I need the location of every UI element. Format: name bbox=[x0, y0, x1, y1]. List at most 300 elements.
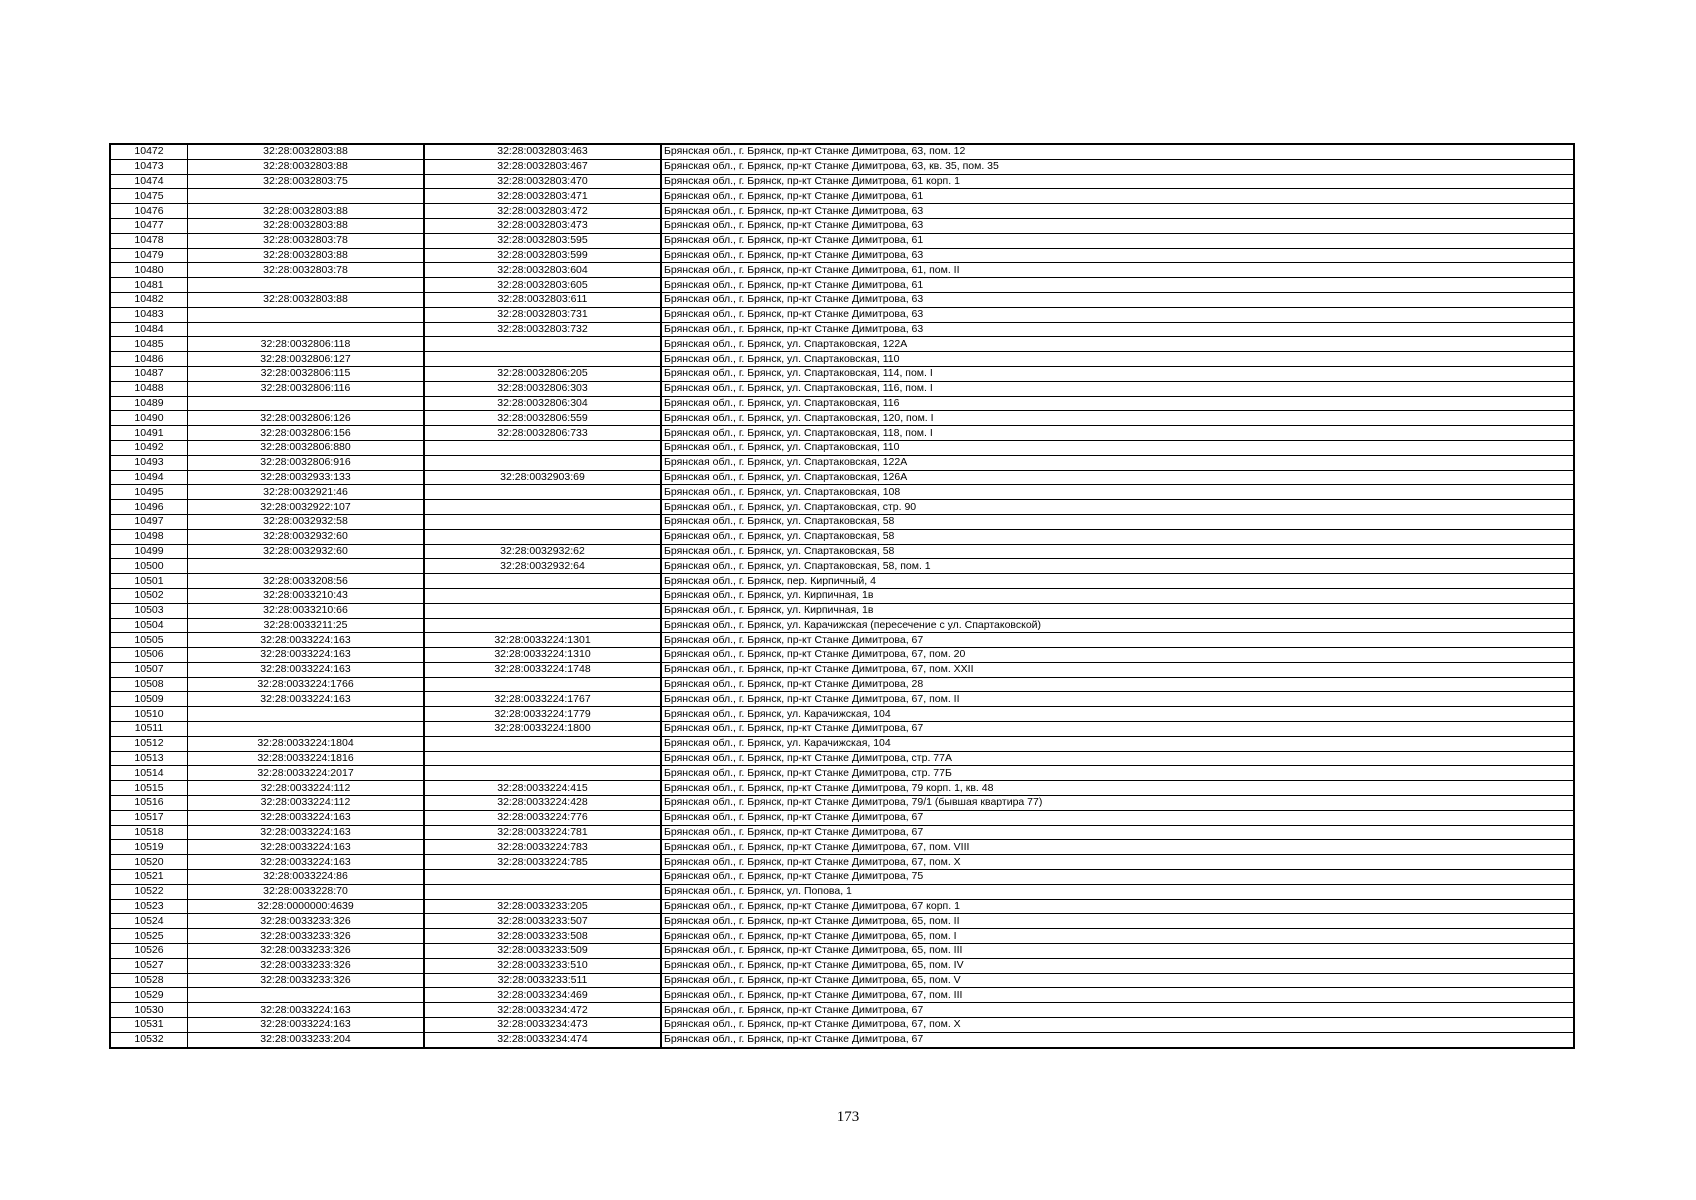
row-number-cell: 10504 bbox=[110, 618, 188, 633]
address-cell: Брянская обл., г. Брянск, ул. Кирпичная, 1в bbox=[661, 603, 1574, 618]
object-cadastral-cell: 32:28:0032803:611 bbox=[424, 292, 661, 307]
table-row bbox=[110, 662, 1574, 677]
object-cadastral-cell: 32:28:0033233:510 bbox=[424, 958, 661, 973]
row-number-cell: 10506 bbox=[110, 648, 188, 663]
row-number-cell: 10531 bbox=[110, 1018, 188, 1033]
table-row bbox=[110, 381, 1574, 396]
table-row bbox=[110, 618, 1574, 633]
table-row bbox=[110, 337, 1574, 352]
address-cell: Брянская обл., г. Брянск, пр-кт Станке Димитрова, 61 bbox=[661, 233, 1574, 248]
table-row bbox=[110, 855, 1574, 870]
parcel-cadastral-cell: 32:28:0032921:46 bbox=[188, 485, 425, 500]
object-cadastral-cell: 32:28:0033233:511 bbox=[424, 973, 661, 988]
address-cell: Брянская обл., г. Брянск, пр-кт Станке Димитрова, 61, пом. II bbox=[661, 263, 1574, 278]
table-row bbox=[110, 1003, 1574, 1018]
parcel-cadastral-cell: 32:28:0032933:133 bbox=[188, 470, 425, 485]
object-cadastral-cell: 32:28:0032932:62 bbox=[424, 544, 661, 559]
address-cell: Брянская обл., г. Брянск, ул. Карачижская, 104 bbox=[661, 707, 1574, 722]
object-cadastral-cell: 32:28:0033224:785 bbox=[424, 855, 661, 870]
row-number-cell: 10519 bbox=[110, 840, 188, 855]
table-row bbox=[110, 899, 1574, 914]
object-cadastral-cell: 32:28:0033224:1748 bbox=[424, 662, 661, 677]
row-number-cell: 10473 bbox=[110, 159, 188, 174]
object-cadastral-cell bbox=[424, 574, 661, 589]
row-number-cell: 10522 bbox=[110, 884, 188, 899]
object-cadastral-cell bbox=[424, 485, 661, 500]
parcel-cadastral-cell: 32:28:0032803:88 bbox=[188, 218, 425, 233]
table-row bbox=[110, 781, 1574, 796]
parcel-cadastral-cell: 32:28:0033224:112 bbox=[188, 781, 425, 796]
table-row bbox=[110, 603, 1574, 618]
table-row bbox=[110, 352, 1574, 367]
row-number-cell: 10521 bbox=[110, 870, 188, 885]
object-cadastral-cell bbox=[424, 603, 661, 618]
parcel-cadastral-cell: 32:28:0033233:326 bbox=[188, 973, 425, 988]
row-number-cell: 10475 bbox=[110, 189, 188, 204]
parcel-cadastral-cell: 32:28:0033224:1766 bbox=[188, 677, 425, 692]
object-cadastral-cell: 32:28:0032803:472 bbox=[424, 204, 661, 219]
object-cadastral-cell bbox=[424, 455, 661, 470]
address-cell: Брянская обл., г. Брянск, ул. Спартаковская, 116 bbox=[661, 396, 1574, 411]
row-number-cell: 10481 bbox=[110, 278, 188, 293]
address-cell: Брянская обл., г. Брянск, пр-кт Станке Димитрова, 63 bbox=[661, 248, 1574, 263]
address-cell: Брянская обл., г. Брянск, пр-кт Станке Димитрова, 67 bbox=[661, 1032, 1574, 1047]
object-cadastral-cell: 32:28:0032806:559 bbox=[424, 411, 661, 426]
address-cell: Брянская обл., г. Брянск, ул. Кирпичная, 1в bbox=[661, 588, 1574, 603]
parcel-cadastral-cell bbox=[188, 988, 425, 1003]
address-cell: Брянская обл., г. Брянск, ул. Спартаковская, стр. 90 bbox=[661, 500, 1574, 515]
table-row bbox=[110, 322, 1574, 337]
object-cadastral-cell: 32:28:0033234:469 bbox=[424, 988, 661, 1003]
object-cadastral-cell: 32:28:0032803:471 bbox=[424, 189, 661, 204]
address-cell: Брянская обл., г. Брянск, ул. Спартаковская, 58, пом. 1 bbox=[661, 559, 1574, 574]
row-number-cell: 10498 bbox=[110, 529, 188, 544]
table-row bbox=[110, 485, 1574, 500]
table-row bbox=[110, 248, 1574, 263]
parcel-cadastral-cell: 32:28:0033210:43 bbox=[188, 588, 425, 603]
parcel-cadastral-cell: 32:28:0032803:88 bbox=[188, 248, 425, 263]
address-cell: Брянская обл., г. Брянск, пр-кт Станке Димитрова, стр. 77Б bbox=[661, 766, 1574, 781]
address-cell: Брянская обл., г. Брянск, ул. Спартаковская, 108 bbox=[661, 485, 1574, 500]
table-row bbox=[110, 840, 1574, 855]
parcel-cadastral-cell: 32:28:0033224:163 bbox=[188, 840, 425, 855]
row-number-cell: 10511 bbox=[110, 722, 188, 737]
object-cadastral-cell: 32:28:0033233:509 bbox=[424, 944, 661, 959]
parcel-cadastral-cell: 32:28:0033233:326 bbox=[188, 944, 425, 959]
object-cadastral-cell: 32:28:0032803:599 bbox=[424, 248, 661, 263]
object-cadastral-cell: 32:28:0032806:304 bbox=[424, 396, 661, 411]
table-row bbox=[110, 559, 1574, 574]
object-cadastral-cell: 32:28:0033224:415 bbox=[424, 781, 661, 796]
row-number-cell: 10528 bbox=[110, 973, 188, 988]
row-number-cell: 10485 bbox=[110, 337, 188, 352]
object-cadastral-cell bbox=[424, 500, 661, 515]
address-cell: Брянская обл., г. Брянск, пр-кт Станке Димитрова, 67 bbox=[661, 633, 1574, 648]
table-row bbox=[110, 470, 1574, 485]
row-number-cell: 10479 bbox=[110, 248, 188, 263]
data-table bbox=[109, 143, 1575, 1049]
object-cadastral-cell: 32:28:0033233:508 bbox=[424, 929, 661, 944]
table-row bbox=[110, 440, 1574, 455]
parcel-cadastral-cell: 32:28:0033224:163 bbox=[188, 825, 425, 840]
object-cadastral-cell: 32:28:0032806:733 bbox=[424, 426, 661, 441]
object-cadastral-cell: 32:28:0032803:732 bbox=[424, 322, 661, 337]
object-cadastral-cell bbox=[424, 618, 661, 633]
address-cell: Брянская обл., г. Брянск, ул. Карачижская, 104 bbox=[661, 736, 1574, 751]
table-row bbox=[110, 722, 1574, 737]
parcel-cadastral-cell: 32:28:0033233:326 bbox=[188, 929, 425, 944]
row-number-cell: 10513 bbox=[110, 751, 188, 766]
address-cell: Брянская обл., г. Брянск, пр-кт Станке Димитрова, 63 bbox=[661, 322, 1574, 337]
address-cell: Брянская обл., г. Брянск, пр-кт Станке Димитрова, 67, пом. X bbox=[661, 855, 1574, 870]
parcel-cadastral-cell: 32:28:0032806:156 bbox=[188, 426, 425, 441]
parcel-cadastral-cell: 32:28:0032932:58 bbox=[188, 514, 425, 529]
row-number-cell: 10474 bbox=[110, 174, 188, 189]
table-row bbox=[110, 218, 1574, 233]
address-cell: Брянская обл., г. Брянск, пр-кт Станке Димитрова, 79/1 (бывшая квартира 77) bbox=[661, 796, 1574, 811]
row-number-cell: 10532 bbox=[110, 1032, 188, 1047]
object-cadastral-cell: 32:28:0033224:1301 bbox=[424, 633, 661, 648]
table-row bbox=[110, 677, 1574, 692]
address-cell: Брянская обл., г. Брянск, пр-кт Станке Димитрова, 63, пом. 12 bbox=[661, 144, 1574, 159]
row-number-cell: 10483 bbox=[110, 307, 188, 322]
parcel-cadastral-cell: 32:28:0032803:78 bbox=[188, 263, 425, 278]
parcel-cadastral-cell: 32:28:0033228:70 bbox=[188, 884, 425, 899]
parcel-cadastral-cell: 32:28:0032806:126 bbox=[188, 411, 425, 426]
address-cell: Брянская обл., г. Брянск, пр-кт Станке Димитрова, 61 bbox=[661, 189, 1574, 204]
address-cell: Брянская обл., г. Брянск, пр-кт Станке Димитрова, 67 bbox=[661, 722, 1574, 737]
table-row bbox=[110, 411, 1574, 426]
object-cadastral-cell bbox=[424, 337, 661, 352]
table-body bbox=[110, 144, 1574, 1048]
object-cadastral-cell: 32:28:0033224:1310 bbox=[424, 648, 661, 663]
row-number-cell: 10491 bbox=[110, 426, 188, 441]
table-row bbox=[110, 796, 1574, 811]
parcel-cadastral-cell: 32:28:0033224:163 bbox=[188, 855, 425, 870]
parcel-cadastral-cell bbox=[188, 396, 425, 411]
row-number-cell: 10492 bbox=[110, 440, 188, 455]
row-number-cell: 10527 bbox=[110, 958, 188, 973]
object-cadastral-cell bbox=[424, 677, 661, 692]
address-cell: Брянская обл., г. Брянск, пр-кт Станке Димитрова, 67, пом. III bbox=[661, 988, 1574, 1003]
parcel-cadastral-cell: 32:28:0032803:78 bbox=[188, 233, 425, 248]
row-number-cell: 10526 bbox=[110, 944, 188, 959]
table-row bbox=[110, 884, 1574, 899]
object-cadastral-cell: 32:28:0032803:595 bbox=[424, 233, 661, 248]
address-cell: Брянская обл., г. Брянск, ул. Спартаковская, 110 bbox=[661, 352, 1574, 367]
object-cadastral-cell bbox=[424, 870, 661, 885]
table-row bbox=[110, 292, 1574, 307]
object-cadastral-cell: 32:28:0032806:303 bbox=[424, 381, 661, 396]
row-number-cell: 10501 bbox=[110, 574, 188, 589]
parcel-cadastral-cell bbox=[188, 707, 425, 722]
row-number-cell: 10530 bbox=[110, 1003, 188, 1018]
address-cell: Брянская обл., г. Брянск, пр-кт Станке Димитрова, 63 bbox=[661, 204, 1574, 219]
parcel-cadastral-cell: 32:28:0032932:60 bbox=[188, 529, 425, 544]
address-cell: Брянская обл., г. Брянск, ул. Карачижская (пересечение с ул. Спартаковской) bbox=[661, 618, 1574, 633]
parcel-cadastral-cell: 32:28:0033224:163 bbox=[188, 662, 425, 677]
address-cell: Брянская обл., г. Брянск, пр-кт Станке Димитрова, 63, кв. 35, пом. 35 bbox=[661, 159, 1574, 174]
table-row bbox=[110, 958, 1574, 973]
table-row bbox=[110, 278, 1574, 293]
table-row bbox=[110, 870, 1574, 885]
address-cell: Брянская обл., г. Брянск, ул. Спартаковская, 126А bbox=[661, 470, 1574, 485]
table-row bbox=[110, 189, 1574, 204]
row-number-cell: 10507 bbox=[110, 662, 188, 677]
table-row bbox=[110, 514, 1574, 529]
parcel-cadastral-cell: 32:28:0033224:163 bbox=[188, 648, 425, 663]
parcel-cadastral-cell bbox=[188, 559, 425, 574]
row-number-cell: 10472 bbox=[110, 144, 188, 159]
object-cadastral-cell: 32:28:0033224:783 bbox=[424, 840, 661, 855]
parcel-cadastral-cell: 32:28:0033224:163 bbox=[188, 810, 425, 825]
object-cadastral-cell: 32:28:0033224:1779 bbox=[424, 707, 661, 722]
parcel-cadastral-cell: 32:28:0033211:25 bbox=[188, 618, 425, 633]
address-cell: Брянская обл., г. Брянск, пр-кт Станке Димитрова, 67 bbox=[661, 1003, 1574, 1018]
row-number-cell: 10486 bbox=[110, 352, 188, 367]
address-cell: Брянская обл., г. Брянск, пр-кт Станке Димитрова, 65, пом. IV bbox=[661, 958, 1574, 973]
address-cell: Брянская обл., г. Брянск, пр-кт Станке Димитрова, 65, пом. I bbox=[661, 929, 1574, 944]
table-row bbox=[110, 810, 1574, 825]
object-cadastral-cell bbox=[424, 766, 661, 781]
table-row bbox=[110, 588, 1574, 603]
parcel-cadastral-cell: 32:28:0033224:163 bbox=[188, 692, 425, 707]
object-cadastral-cell bbox=[424, 352, 661, 367]
row-number-cell: 10514 bbox=[110, 766, 188, 781]
address-cell: Брянская обл., г. Брянск, пр-кт Станке Димитрова, 67, пом. XXII bbox=[661, 662, 1574, 677]
row-number-cell: 10484 bbox=[110, 322, 188, 337]
row-number-cell: 10520 bbox=[110, 855, 188, 870]
object-cadastral-cell: 32:28:0032932:64 bbox=[424, 559, 661, 574]
table-row bbox=[110, 159, 1574, 174]
parcel-cadastral-cell bbox=[188, 278, 425, 293]
row-number-cell: 10488 bbox=[110, 381, 188, 396]
row-number-cell: 10482 bbox=[110, 292, 188, 307]
row-number-cell: 10523 bbox=[110, 899, 188, 914]
table-row bbox=[110, 914, 1574, 929]
row-number-cell: 10487 bbox=[110, 366, 188, 381]
row-number-cell: 10505 bbox=[110, 633, 188, 648]
address-cell: Брянская обл., г. Брянск, пр-кт Станке Димитрова, 67, пом. VIII bbox=[661, 840, 1574, 855]
parcel-cadastral-cell: 32:28:0033224:163 bbox=[188, 633, 425, 648]
object-cadastral-cell: 32:28:0033224:781 bbox=[424, 825, 661, 840]
address-cell: Брянская обл., г. Брянск, ул. Спартаковская, 122А bbox=[661, 337, 1574, 352]
row-number-cell: 10500 bbox=[110, 559, 188, 574]
row-number-cell: 10524 bbox=[110, 914, 188, 929]
row-number-cell: 10515 bbox=[110, 781, 188, 796]
table-row bbox=[110, 144, 1574, 159]
row-number-cell: 10494 bbox=[110, 470, 188, 485]
row-number-cell: 10477 bbox=[110, 218, 188, 233]
address-cell: Брянская обл., г. Брянск, ул. Спартаковская, 116, пом. I bbox=[661, 381, 1574, 396]
address-cell: Брянская обл., г. Брянск, пр-кт Станке Димитрова, 28 bbox=[661, 677, 1574, 692]
table-row bbox=[110, 988, 1574, 1003]
row-number-cell: 10480 bbox=[110, 263, 188, 278]
row-number-cell: 10499 bbox=[110, 544, 188, 559]
row-number-cell: 10503 bbox=[110, 603, 188, 618]
table-row bbox=[110, 263, 1574, 278]
parcel-cadastral-cell bbox=[188, 307, 425, 322]
parcel-cadastral-cell: 32:28:0032806:916 bbox=[188, 455, 425, 470]
table-row bbox=[110, 426, 1574, 441]
parcel-cadastral-cell: 32:28:0032806:115 bbox=[188, 366, 425, 381]
table-row bbox=[110, 633, 1574, 648]
object-cadastral-cell: 32:28:0032903:69 bbox=[424, 470, 661, 485]
address-cell: Брянская обл., г. Брянск, пр-кт Станке Димитрова, 63 bbox=[661, 307, 1574, 322]
parcel-cadastral-cell: 32:28:0032806:880 bbox=[188, 440, 425, 455]
parcel-cadastral-cell: 32:28:0033224:163 bbox=[188, 1018, 425, 1033]
object-cadastral-cell: 32:28:0033234:473 bbox=[424, 1018, 661, 1033]
parcel-cadastral-cell: 32:28:0032922:107 bbox=[188, 500, 425, 515]
address-cell: Брянская обл., г. Брянск, пр-кт Станке Димитрова, 75 bbox=[661, 870, 1574, 885]
table-row bbox=[110, 825, 1574, 840]
parcel-cadastral-cell: 32:28:0032803:75 bbox=[188, 174, 425, 189]
row-number-cell: 10508 bbox=[110, 677, 188, 692]
parcel-cadastral-cell: 32:28:0032803:88 bbox=[188, 292, 425, 307]
table-row bbox=[110, 529, 1574, 544]
table-row bbox=[110, 944, 1574, 959]
row-number-cell: 10516 bbox=[110, 796, 188, 811]
parcel-cadastral-cell: 32:28:0032806:118 bbox=[188, 337, 425, 352]
row-number-cell: 10525 bbox=[110, 929, 188, 944]
address-cell: Брянская обл., г. Брянск, пр-кт Станке Димитрова, 67 bbox=[661, 825, 1574, 840]
address-cell: Брянская обл., г. Брянск, ул. Спартаковская, 122А bbox=[661, 455, 1574, 470]
row-number-cell: 10490 bbox=[110, 411, 188, 426]
object-cadastral-cell: 32:28:0033234:472 bbox=[424, 1003, 661, 1018]
table-row bbox=[110, 1032, 1574, 1047]
address-cell: Брянская обл., г. Брянск, ул. Спартаковская, 114, пом. I bbox=[661, 366, 1574, 381]
object-cadastral-cell bbox=[424, 884, 661, 899]
table-row bbox=[110, 396, 1574, 411]
parcel-cadastral-cell: 32:28:0032932:60 bbox=[188, 544, 425, 559]
row-number-cell: 10497 bbox=[110, 514, 188, 529]
object-cadastral-cell bbox=[424, 588, 661, 603]
parcel-cadastral-cell: 32:28:0032806:116 bbox=[188, 381, 425, 396]
row-number-cell: 10529 bbox=[110, 988, 188, 1003]
row-number-cell: 10496 bbox=[110, 500, 188, 515]
table-row bbox=[110, 692, 1574, 707]
row-number-cell: 10493 bbox=[110, 455, 188, 470]
row-number-cell: 10512 bbox=[110, 736, 188, 751]
address-cell: Брянская обл., г. Брянск, ул. Спартаковская, 58 bbox=[661, 529, 1574, 544]
parcel-cadastral-cell: 32:28:0033224:86 bbox=[188, 870, 425, 885]
table-row bbox=[110, 174, 1574, 189]
parcel-cadastral-cell: 32:28:0000000:4639 bbox=[188, 899, 425, 914]
object-cadastral-cell: 32:28:0032803:731 bbox=[424, 307, 661, 322]
address-cell: Брянская обл., г. Брянск, пр-кт Станке Димитрова, 67, пом. 20 bbox=[661, 648, 1574, 663]
object-cadastral-cell: 32:28:0033224:1800 bbox=[424, 722, 661, 737]
row-number-cell: 10489 bbox=[110, 396, 188, 411]
parcel-cadastral-cell: 32:28:0033233:204 bbox=[188, 1032, 425, 1047]
address-cell: Брянская обл., г. Брянск, пр-кт Станке Димитрова, 79 корп. 1, кв. 48 bbox=[661, 781, 1574, 796]
parcel-cadastral-cell: 32:28:0033224:163 bbox=[188, 1003, 425, 1018]
object-cadastral-cell: 32:28:0032806:205 bbox=[424, 366, 661, 381]
parcel-cadastral-cell: 32:28:0033208:56 bbox=[188, 574, 425, 589]
parcel-cadastral-cell bbox=[188, 722, 425, 737]
row-number-cell: 10510 bbox=[110, 707, 188, 722]
address-cell: Брянская обл., г. Брянск, ул. Спартаковская, 120, пом. I bbox=[661, 411, 1574, 426]
parcel-cadastral-cell: 32:28:0032803:88 bbox=[188, 159, 425, 174]
object-cadastral-cell bbox=[424, 440, 661, 455]
object-cadastral-cell: 32:28:0033234:474 bbox=[424, 1032, 661, 1047]
table-row bbox=[110, 929, 1574, 944]
table-row bbox=[110, 973, 1574, 988]
address-cell: Брянская обл., г. Брянск, пр-кт Станке Димитрова, 67 bbox=[661, 810, 1574, 825]
parcel-cadastral-cell: 32:28:0033224:1816 bbox=[188, 751, 425, 766]
parcel-cadastral-cell: 32:28:0033233:326 bbox=[188, 914, 425, 929]
object-cadastral-cell bbox=[424, 529, 661, 544]
page-number: 173 bbox=[836, 1109, 860, 1125]
parcel-cadastral-cell bbox=[188, 189, 425, 204]
object-cadastral-cell: 32:28:0033224:776 bbox=[424, 810, 661, 825]
table-row bbox=[110, 233, 1574, 248]
table-row bbox=[110, 500, 1574, 515]
table-row bbox=[110, 455, 1574, 470]
row-number-cell: 10495 bbox=[110, 485, 188, 500]
address-cell: Брянская обл., г. Брянск, ул. Спартаковская, 58 bbox=[661, 544, 1574, 559]
address-cell: Брянская обл., г. Брянск, ул. Спартаковская, 58 bbox=[661, 514, 1574, 529]
row-number-cell: 10518 bbox=[110, 825, 188, 840]
parcel-cadastral-cell: 32:28:0032803:88 bbox=[188, 204, 425, 219]
address-cell: Брянская обл., г. Брянск, пр-кт Станке Димитрова, 65, пом. II bbox=[661, 914, 1574, 929]
parcel-cadastral-cell: 32:28:0033224:112 bbox=[188, 796, 425, 811]
object-cadastral-cell: 32:28:0032803:604 bbox=[424, 263, 661, 278]
address-cell: Брянская обл., г. Брянск, пр-кт Станке Димитрова, 67, пом. II bbox=[661, 692, 1574, 707]
address-cell: Брянская обл., г. Брянск, пр-кт Станке Димитрова, 67 корп. 1 bbox=[661, 899, 1574, 914]
row-number-cell: 10476 bbox=[110, 204, 188, 219]
table-row bbox=[110, 648, 1574, 663]
row-number-cell: 10478 bbox=[110, 233, 188, 248]
table-row bbox=[110, 204, 1574, 219]
object-cadastral-cell: 32:28:0032803:463 bbox=[424, 144, 661, 159]
object-cadastral-cell bbox=[424, 736, 661, 751]
object-cadastral-cell: 32:28:0032803:467 bbox=[424, 159, 661, 174]
row-number-cell: 10517 bbox=[110, 810, 188, 825]
table-row bbox=[110, 307, 1574, 322]
address-cell: Брянская обл., г. Брянск, ул. Спартаковская, 110 bbox=[661, 440, 1574, 455]
address-cell: Брянская обл., г. Брянск, пр-кт Станке Димитрова, 61 корп. 1 bbox=[661, 174, 1574, 189]
object-cadastral-cell: 32:28:0033224:1767 bbox=[424, 692, 661, 707]
object-cadastral-cell: 32:28:0032803:473 bbox=[424, 218, 661, 233]
parcel-cadastral-cell: 32:28:0033224:1804 bbox=[188, 736, 425, 751]
address-cell: Брянская обл., г. Брянск, ул. Спартаковская, 118, пом. I bbox=[661, 426, 1574, 441]
table-row bbox=[110, 574, 1574, 589]
object-cadastral-cell: 32:28:0032803:470 bbox=[424, 174, 661, 189]
address-cell: Брянская обл., г. Брянск, пр-кт Станке Димитрова, 63 bbox=[661, 292, 1574, 307]
parcel-cadastral-cell: 32:28:0032806:127 bbox=[188, 352, 425, 367]
table-row bbox=[110, 366, 1574, 381]
table-row bbox=[110, 544, 1574, 559]
address-cell: Брянская обл., г. Брянск, пер. Кирпичный, 4 bbox=[661, 574, 1574, 589]
address-cell: Брянская обл., г. Брянск, ул. Попова, 1 bbox=[661, 884, 1574, 899]
address-cell: Брянская обл., г. Брянск, пр-кт Станке Димитрова, 65, пом. III bbox=[661, 944, 1574, 959]
object-cadastral-cell: 32:28:0033224:428 bbox=[424, 796, 661, 811]
object-cadastral-cell: 32:28:0033233:507 bbox=[424, 914, 661, 929]
address-cell: Брянская обл., г. Брянск, пр-кт Станке Димитрова, 63 bbox=[661, 218, 1574, 233]
table-row bbox=[110, 736, 1574, 751]
parcel-cadastral-cell: 32:28:0032803:88 bbox=[188, 144, 425, 159]
address-cell: Брянская обл., г. Брянск, пр-кт Станке Димитрова, 67, пом. X bbox=[661, 1018, 1574, 1033]
parcel-cadastral-cell: 32:28:0033210:66 bbox=[188, 603, 425, 618]
parcel-cadastral-cell bbox=[188, 322, 425, 337]
table-row bbox=[110, 707, 1574, 722]
object-cadastral-cell: 32:28:0033233:205 bbox=[424, 899, 661, 914]
parcel-cadastral-cell: 32:28:0033224:2017 bbox=[188, 766, 425, 781]
object-cadastral-cell bbox=[424, 751, 661, 766]
row-number-cell: 10509 bbox=[110, 692, 188, 707]
table-row bbox=[110, 766, 1574, 781]
parcel-cadastral-cell: 32:28:0033233:326 bbox=[188, 958, 425, 973]
